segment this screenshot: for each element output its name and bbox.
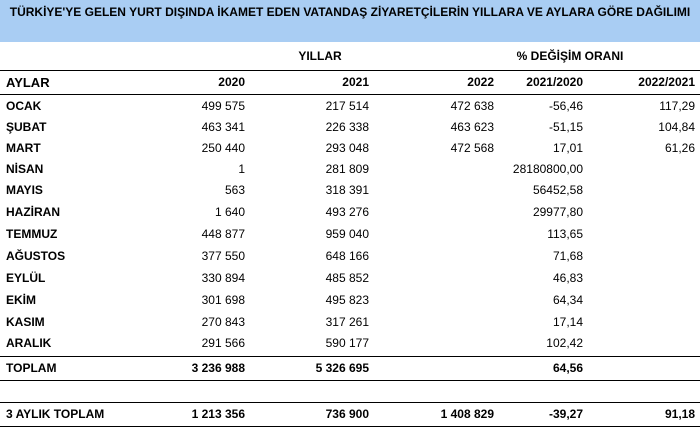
value-2021: 226 338 [325, 120, 369, 134]
month-label: HAZİRAN [6, 205, 60, 219]
column-header-row [0, 72, 700, 93]
change-2021-2020: 17,01 [552, 141, 583, 155]
divider [0, 380, 700, 381]
month-label: OCAK [6, 99, 42, 113]
month-label: MAYIS [6, 183, 43, 197]
group-header-row [0, 46, 700, 67]
change-2021-2020: -56,46 [548, 99, 583, 113]
table-row [0, 246, 700, 267]
value-2022: 472 638 [450, 99, 494, 113]
change-2021-2020: 17,14 [552, 315, 583, 329]
value-2021: 648 166 [325, 249, 369, 263]
divider [0, 94, 700, 95]
quarter-total-2022: 1 408 829 [440, 407, 494, 421]
column-header-2021: 2021 [342, 75, 369, 89]
value-2020: 250 440 [201, 141, 245, 155]
value-2020: 291 566 [201, 336, 245, 350]
value-2021: 317 261 [325, 315, 369, 329]
change-2021-2020: 113,65 [547, 227, 583, 241]
month-label: EKİM [6, 293, 36, 307]
value-2021: 217 514 [325, 99, 369, 113]
column-header-months: AYLAR [6, 75, 50, 90]
change-2021-2020: 102,42 [546, 336, 583, 350]
table-row [0, 159, 700, 180]
value-2021: 293 048 [325, 141, 369, 155]
value-2020: 270 843 [201, 315, 245, 329]
table-row [0, 268, 700, 289]
total-2020: 3 236 988 [191, 361, 245, 375]
change-2021-2020: 64,34 [552, 293, 583, 307]
change-2021-2020: 71,68 [552, 249, 583, 263]
quarter-total-label: 3 AYLIK TOPLAM [6, 407, 105, 421]
value-2021: 318 391 [325, 183, 369, 197]
quarter-total-row [0, 404, 700, 425]
value-2020: 463 341 [201, 120, 245, 134]
change-2021-2020: 56452,58 [532, 183, 583, 197]
value-2022: 463 623 [450, 120, 494, 134]
divider [0, 402, 700, 403]
month-label: TEMMUZ [6, 227, 58, 241]
table-row [0, 138, 700, 159]
table-title: TÜRKİYE'YE GELEN YURT DIŞINDA İKAMET EDEN VATANDAŞ ZİYARETÇİLERİN YILLARA VE AYLARA GÖRE DAĞILIMI [0, 0, 700, 42]
table-row [0, 180, 700, 201]
value-2020: 499 575 [201, 99, 245, 113]
month-label: NİSAN [6, 162, 44, 176]
value-2020: 448 877 [201, 227, 245, 241]
value-2020: 1 [238, 162, 245, 176]
divider [0, 426, 700, 427]
change-2021-2020: -51,15 [548, 120, 583, 134]
change-2022-2021: 61,26 [664, 141, 695, 155]
table-row [0, 202, 700, 223]
total-2021: 5 326 695 [315, 361, 369, 375]
group-header-change: % DEĞİŞİM ORANI [516, 49, 624, 63]
month-label: ŞUBAT [6, 120, 47, 134]
change-2022-2021: 117,29 [659, 99, 695, 113]
value-2020: 377 550 [201, 249, 245, 263]
divider [0, 356, 700, 357]
quarter-total-change-2021-2020: -39,27 [548, 407, 583, 421]
value-2021: 493 276 [325, 205, 369, 219]
group-header-years: YILLAR [298, 49, 342, 63]
column-header-change-2022-2021: 2022/2021 [638, 75, 695, 89]
table-row [0, 117, 700, 138]
total-change-2021-2020: 64,56 [552, 361, 583, 375]
value-2022: 472 568 [450, 141, 494, 155]
value-2020: 1 640 [214, 205, 245, 219]
quarter-total-2020: 1 213 356 [191, 407, 245, 421]
total-label: TOPLAM [6, 361, 57, 375]
value-2021: 959 040 [325, 227, 369, 241]
month-label: AĞUSTOS [6, 249, 66, 263]
value-2020: 330 894 [201, 271, 245, 285]
column-header-2020: 2020 [218, 75, 245, 89]
month-label: KASIM [6, 315, 45, 329]
change-2021-2020: 46,83 [552, 271, 583, 285]
table-row [0, 96, 700, 117]
value-2020: 301 698 [201, 293, 245, 307]
change-2021-2020: 29977,80 [532, 205, 583, 219]
table-row [0, 224, 700, 245]
month-label: MART [6, 141, 41, 155]
value-2021: 590 177 [325, 336, 369, 350]
change-2022-2021: 104,84 [658, 120, 695, 134]
table-row [0, 290, 700, 311]
table-row [0, 333, 700, 354]
month-label: EYLÜL [6, 271, 46, 285]
value-2020: 563 [224, 183, 245, 197]
total-row [0, 358, 700, 379]
table-row [0, 312, 700, 333]
divider [0, 70, 700, 71]
change-2021-2020: 28180800,00 [512, 162, 583, 176]
column-header-2022: 2022 [467, 75, 494, 89]
column-header-change-2021-2020: 2021/2020 [526, 75, 583, 89]
value-2021: 495 823 [325, 293, 369, 307]
quarter-total-change-2022-2021: 91,18 [664, 407, 695, 421]
quarter-total-2021: 736 900 [325, 407, 369, 421]
value-2021: 485 852 [325, 271, 369, 285]
month-label: ARALIK [6, 336, 52, 350]
value-2021: 281 809 [325, 162, 369, 176]
